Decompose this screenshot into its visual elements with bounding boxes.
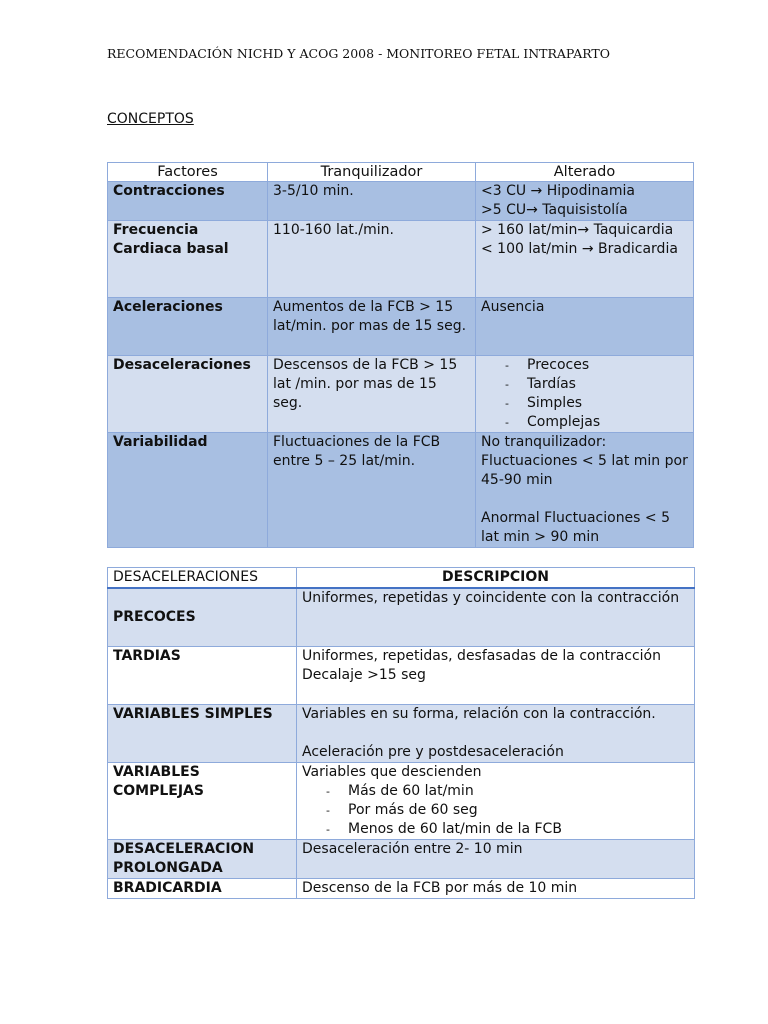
- alt-line: > 160 lat/min→ Taquicardia: [481, 222, 674, 238]
- table-row: [108, 588, 695, 646]
- decel-desc: Desaceleración entre 2- 10 min: [297, 839, 695, 878]
- decel-name: BRADICARDIA: [108, 878, 297, 898]
- table-row: [108, 221, 694, 298]
- decel-name: TARDIAS: [108, 646, 297, 704]
- tranq-cell: Fluctuaciones de la FCB entre 5 – 25 lat/min.: [268, 433, 476, 548]
- alt-list: [481, 356, 688, 432]
- section-title: CONCEPTOS: [107, 111, 194, 127]
- table-row: [108, 646, 695, 704]
- alt-line: Anormal Fluctuaciones < 5 lat min > 90 min: [481, 510, 671, 545]
- concepts-table: [107, 162, 694, 548]
- table-row: [108, 762, 695, 839]
- alt-line: >5 CU→ Taquisistolía: [481, 202, 628, 218]
- desc-line: Variables en su forma, relación con la contracción.: [302, 705, 656, 722]
- tranq-cell: 110-160 lat./min.: [268, 221, 476, 298]
- table-row: [108, 878, 695, 898]
- table-row: [108, 704, 695, 762]
- alt-cell: [476, 356, 694, 433]
- decel-desc: Descenso de la FCB por más de 10 min: [297, 878, 695, 898]
- decel-name: DESACELERACION PROLONGADA: [108, 839, 297, 878]
- alt-cell: [476, 433, 694, 548]
- decel-desc: [297, 646, 695, 704]
- alt-line: <3 CU → Hipodinamia: [481, 183, 635, 199]
- desc-line: Variables que descienden: [302, 763, 482, 780]
- desc-line: Uniformes, repetidas, desfasadas de la contracción: [302, 647, 661, 664]
- table-row: [108, 433, 694, 548]
- decel-desc: [297, 762, 695, 839]
- decelerations-table: [107, 567, 695, 899]
- header-factores: Factores: [108, 163, 268, 182]
- list-item: - Por más de 60 seg: [322, 801, 689, 820]
- alt-line: No tranquilizador: Fluctuaciones < 5 lat min por 45-90 min: [481, 434, 688, 488]
- desc-line: Decalaje >15 seg: [302, 666, 426, 683]
- header-alterado: Alterado: [476, 163, 694, 182]
- table-row: [108, 356, 694, 433]
- factor-cell: Aceleraciones: [108, 298, 268, 356]
- table-row: [108, 839, 695, 878]
- document-header: RECOMENDACIÓN NICHD Y ACOG 2008 - MONITOREO FETAL INTRAPARTO: [107, 46, 610, 61]
- list-item: - Menos de 60 lat/min de la FCB: [322, 820, 689, 839]
- desc-line: Aceleración pre y postdesaceleración: [302, 743, 564, 760]
- decel-desc: Uniformes, repetidas y coincidente con la contracción: [297, 588, 695, 646]
- list-item: - Complejas: [501, 413, 688, 432]
- list-item: - Precoces: [501, 356, 688, 375]
- header-descripcion: DESCRIPCION: [297, 568, 695, 589]
- header-tranquilizador: Tranquilizador: [268, 163, 476, 182]
- alt-line: < 100 lat/min → Bradicardia: [481, 241, 678, 257]
- factor-cell: Frecuencia Cardiaca basal: [108, 221, 268, 298]
- tranq-cell: Aumentos de la FCB > 15 lat/min. por mas de 15 seg.: [268, 298, 476, 356]
- list-item: - Tardías: [501, 375, 688, 394]
- factor-cell: Contracciones: [108, 182, 268, 221]
- tranq-cell: Descensos de la FCB > 15 lat /min. por mas de 15 seg.: [268, 356, 476, 433]
- factor-cell: Variabilidad: [108, 433, 268, 548]
- decel-name: VARIABLES SIMPLES: [108, 704, 297, 762]
- header-desaceleraciones: DESACELERACIONES: [108, 568, 297, 589]
- table-row: [108, 182, 694, 221]
- list-item: - Más de 60 lat/min: [322, 782, 689, 801]
- alt-cell: Ausencia: [476, 298, 694, 356]
- alt-cell: [476, 182, 694, 221]
- table-row: [108, 298, 694, 356]
- factor-cell: Desaceleraciones: [108, 356, 268, 433]
- decel-desc: [297, 704, 695, 762]
- alt-cell: [476, 221, 694, 298]
- desc-list: [302, 782, 689, 839]
- tranq-cell: 3-5/10 min.: [268, 182, 476, 221]
- list-item: - Simples: [501, 394, 688, 413]
- decel-name: VARIABLES COMPLEJAS: [108, 762, 297, 839]
- decel-name: PRECOCES: [108, 588, 297, 646]
